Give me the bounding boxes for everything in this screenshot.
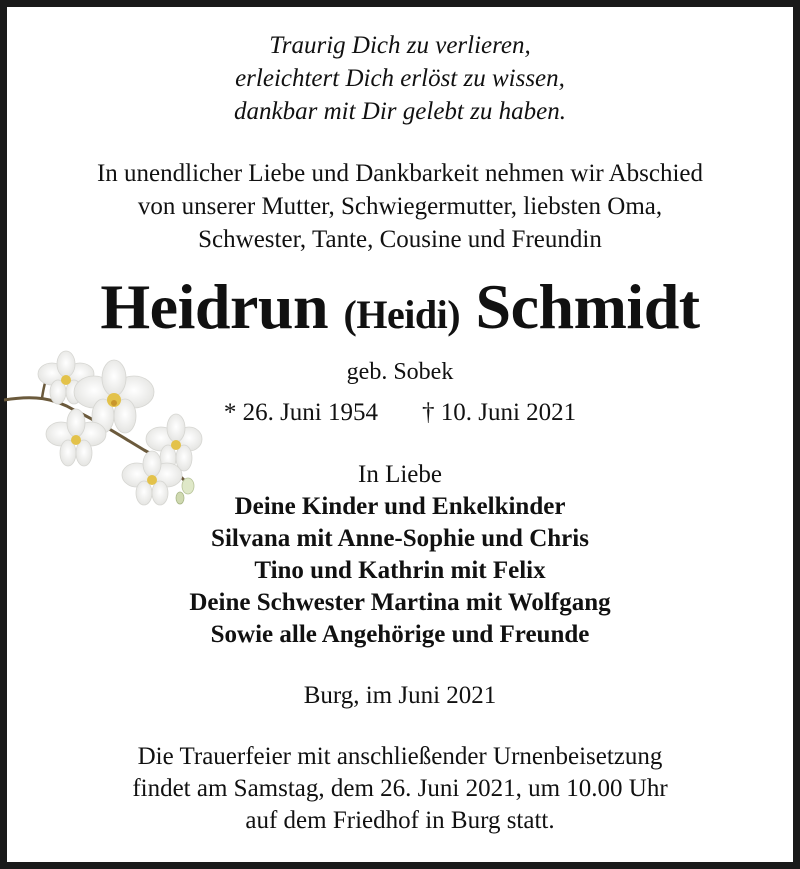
in-love-line: In Liebe bbox=[358, 461, 442, 488]
poem-line: erleichtert Dich erlöst zu wissen, bbox=[235, 65, 565, 92]
mourner-line: Tino und Kathrin mit Felix bbox=[254, 557, 546, 584]
mourners-list bbox=[7, 491, 793, 651]
intro-line: In unendlicher Liebe und Dankbarkeit nehmen wir Abschied bbox=[96, 160, 704, 187]
nickname: (Heidi) bbox=[343, 292, 461, 337]
place-and-date: Burg, im Juni 2021 bbox=[303, 682, 497, 709]
poem-line: dankbar mit Dir gelebt zu haben. bbox=[234, 98, 566, 125]
first-name: Heidrun bbox=[100, 271, 329, 342]
service-line: findet am Samstag, dem 26. Juni 2021, um 10.00 Uhr bbox=[132, 775, 668, 802]
mourner-line: Deine Kinder und Enkelkinder bbox=[234, 493, 566, 520]
funeral-service-info bbox=[7, 741, 793, 837]
intro-line: von unserer Mutter, Schwiegermutter, liebsten Oma, bbox=[137, 193, 663, 220]
birth-name: geb. Sobek bbox=[346, 359, 454, 385]
mourner-line: Sowie alle Angehörige und Freunde bbox=[210, 621, 590, 648]
opening-poem bbox=[7, 29, 793, 128]
mourner-line: Deine Schwester Martina mit Wolfgang bbox=[189, 589, 611, 616]
last-name: Schmidt bbox=[475, 271, 700, 342]
service-line: Die Trauerfeier mit anschließender Urnenbeisetzung bbox=[137, 743, 663, 770]
poem-line: Traurig Dich zu verlieren, bbox=[269, 32, 531, 59]
mourner-line: Silvana mit Anne-Sophie und Chris bbox=[211, 525, 589, 552]
intro-line: Schwester, Tante, Cousine und Freundin bbox=[198, 226, 602, 253]
birth-date: * 26. Juni 1954 bbox=[223, 399, 378, 426]
service-line: auf dem Friedhof in Burg statt. bbox=[245, 807, 555, 834]
farewell-intro bbox=[7, 157, 793, 256]
death-date: † 10. Juni 2021 bbox=[422, 399, 577, 426]
orchid-icon bbox=[4, 340, 204, 515]
